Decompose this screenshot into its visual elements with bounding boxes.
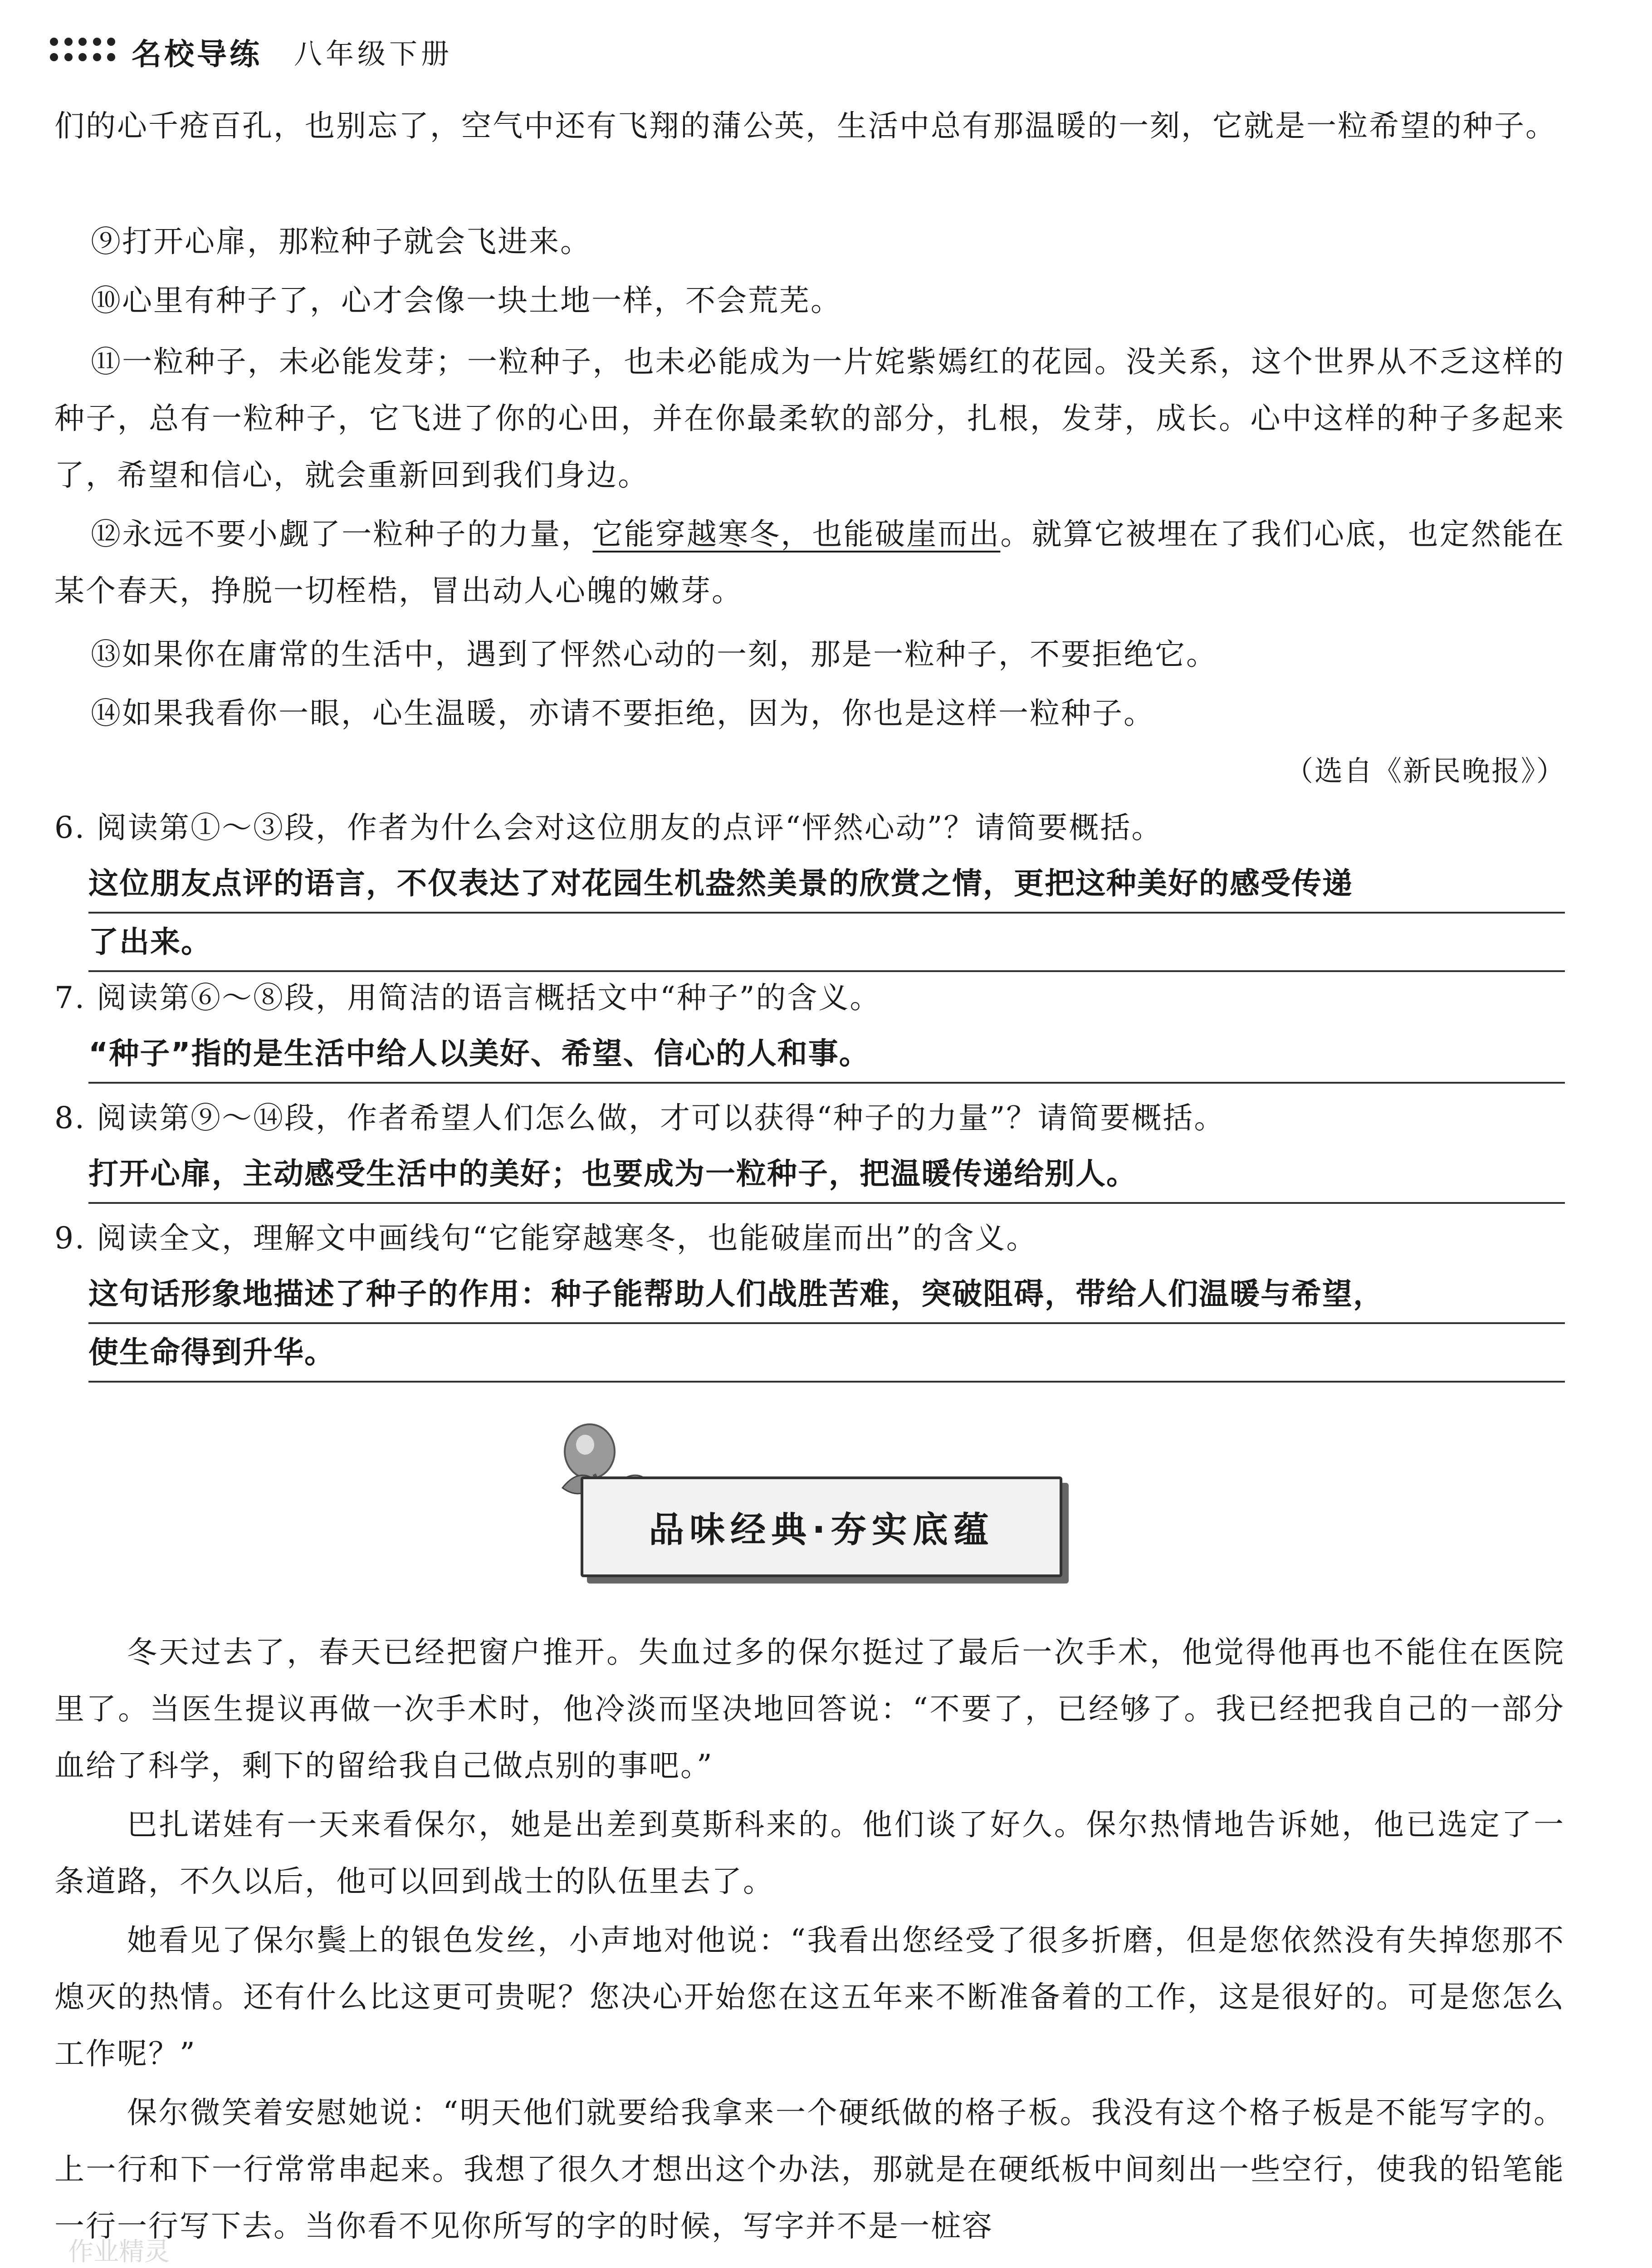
book-grade: 八年级下册 bbox=[294, 37, 453, 70]
reading-paragraph: 她看见了保尔鬓上的银色发丝，小声地对他说：“我看出您经受了很多折磨，但是您依然没有失掉您那不熄灭的热情。还有什么比这更可贵呢？您决心开始您在这五年来不断准备着的工作，这是很好的。可是您怎么工作呢？” bbox=[54, 1923, 1565, 2071]
passage-source: （选自《新民晚报》） bbox=[1285, 754, 1566, 787]
section-banner bbox=[535, 1397, 1080, 1588]
answer-line: 使生命得到升华。 bbox=[88, 1324, 1565, 1383]
question-7: 7. 阅读第⑥～⑧段，用简洁的语言概括文中“种子”的含义。 bbox=[54, 980, 881, 1015]
passage-paragraph: 们的心千疮百孔，也别忘了，空气中还有飞翔的蒲公英，生活中总有那温暖的一刻，它就是一粒希望的种子。 bbox=[54, 108, 1557, 143]
passage-text: 。就算它被埋在了我们心底，也定然能在某个春天，挣脱一切桎梏，冒出动人心魄的嫩芽。 bbox=[54, 517, 1565, 608]
book-brand: 名校导练 bbox=[132, 36, 262, 72]
passage-paragraph: ⑭如果我看你一眼，心生温暖，亦请不要拒绝，因为，你也是这样一粒种子。 bbox=[91, 696, 1155, 731]
passage-paragraph: ⑬如果你在庸常的生活中，遇到了怦然心动的一刻，那是一粒种子，不要拒绝它。 bbox=[91, 637, 1217, 672]
answer-6 bbox=[88, 855, 1565, 972]
question-9: 9. 阅读全文，理解文中画线句“它能穿越寒冬，也能破崖而出”的含义。 bbox=[54, 1221, 1038, 1256]
answer-7 bbox=[88, 1025, 1565, 1084]
answer-9 bbox=[88, 1266, 1565, 1383]
question-6: 6. 阅读第①～③段，作者为什么会对这位朋友的点评“怦然心动”？请简要概括。 bbox=[54, 810, 1163, 845]
underlined-sentence: 它能穿越寒冬，也能破崖而出 bbox=[592, 517, 1001, 552]
passage-paragraph: ⑨打开心扉，那粒种子就会飞进来。 bbox=[91, 224, 591, 259]
answer-8 bbox=[88, 1145, 1565, 1204]
section-title: 品味经典·夯实底蕴 bbox=[649, 1510, 994, 1550]
passage-text: ⑫永远不要小觑了一粒种子的力量， bbox=[91, 517, 593, 552]
reading-paragraph: 冬天过去了，春天已经把窗户推开。失血过多的保尔挺过了最后一次手术，他觉得他再也不能住在医院里了。当医生提议再做一次手术时，他冷淡而坚决地回答说：“不要了，已经够了。我已经把我自己的一部分血给了科学，剩下的留给我自己做点别的事吧。” bbox=[54, 1635, 1565, 1783]
passage-paragraph: ⑩心里有种子了，心才会像一块土地一样，不会荒芜。 bbox=[91, 283, 842, 318]
answer-line: 了出来。 bbox=[88, 914, 1565, 972]
page-header bbox=[50, 26, 453, 76]
passage-paragraph: ⑪一粒种子，未必能发芽；一粒种子，也未必能成为一片姹紫嫣红的花园。没关系，这个世界从不乏这样的种子，总有一粒种子，它飞进了你的心田，并在你最柔软的部分，扎根，发芽，成长。心中这样的种子多起来了，希望和信心，就会重新回到我们身边。 bbox=[54, 344, 1565, 493]
answer-line: 打开心扉，主动感受生活中的美好；也要成为一粒种子，把温暖传递给别人。 bbox=[88, 1145, 1565, 1204]
section-title-box bbox=[581, 1476, 1062, 1577]
reading-paragraph: 巴扎诺娃有一天来看保尔，她是出差到莫斯科来的。他们谈了好久。保尔热情地告诉她，他已选定了一条道路，不久以后，他可以回到战士的队伍里去了。 bbox=[54, 1807, 1565, 1899]
answer-line: 这位朋友点评的语言，不仅表达了对花园生机盎然美景的欣赏之情，更把这种美好的感受传递 bbox=[88, 855, 1565, 914]
header-dots-icon bbox=[50, 38, 118, 65]
passage-paragraph-12 bbox=[54, 506, 1565, 619]
question-8: 8. 阅读第⑨～⑭段，作者希望人们怎么做，才可以获得“种子的力量”？请简要概括。 bbox=[54, 1100, 1226, 1135]
answer-line: 这句话形象地描述了种子的作用：种子能帮助人们战胜苦难，突破阻碍，带给人们温暖与希望， bbox=[88, 1266, 1565, 1324]
watermark: 作业精灵 bbox=[68, 2237, 170, 2267]
reading-paragraph: 保尔微笑着安慰她说：“明天他们就要给我拿来一个硬纸做的格子板。我没有这个格子板是不能写字的。上一行和下一行常常串起来。我想了很久才想出这个办法，那就是在硬纸板中间刻出一些空行，使我的铅笔能一行一行写下去。当你看不见你所写的字的时候，写字并不是一桩容 bbox=[54, 2095, 1565, 2244]
answer-line: “种子”指的是生活中给人以美好、希望、信心的人和事。 bbox=[88, 1025, 1565, 1084]
